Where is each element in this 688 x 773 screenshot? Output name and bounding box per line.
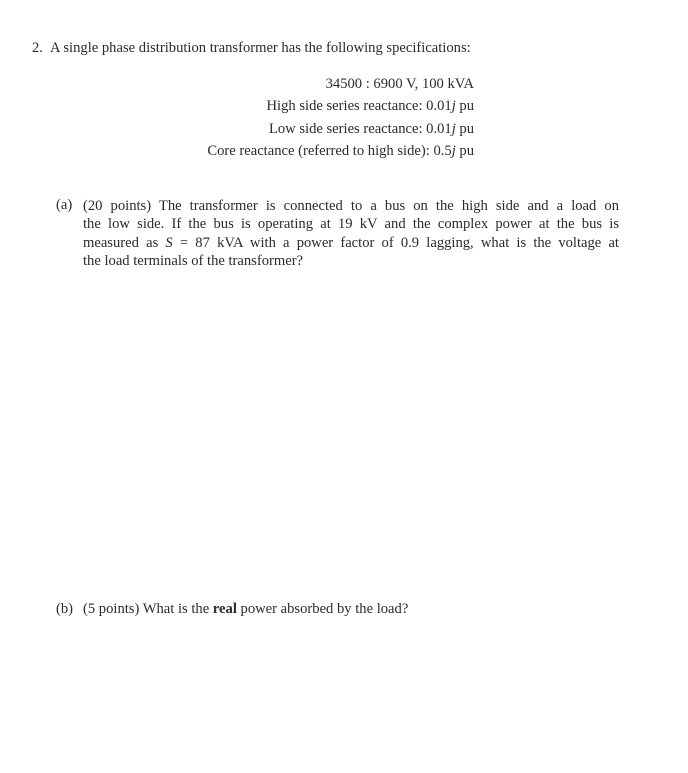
spec-high-side-reactance [267, 98, 475, 115]
spec-high-unit: pu [455, 98, 474, 114]
spec-low-unit: pu [455, 121, 474, 137]
spec-high-label: High side series reactance: 0.01 [266, 98, 452, 114]
part-a-line-2: the low side. If the bus is operating at 19 kV and the complex power at the bus is [83, 216, 619, 233]
spec-core-unit: pu [455, 143, 474, 159]
spec-rating-text: 34500 : 6900 V, 100 kVA [325, 76, 474, 92]
spec-rating [326, 76, 474, 93]
spec-low-j: j [451, 121, 456, 137]
part-a-label: (a) [56, 197, 73, 213]
part-a-var-s: S [165, 234, 173, 251]
part-a-question [83, 197, 619, 271]
part-a-line-3-post: = 87 kVA with a power factor of 0.9 lagging, what is the voltage at [172, 234, 619, 251]
part-b-label: (b) [56, 601, 74, 617]
part-b-question [83, 601, 408, 618]
spec-core-label: Core reactance (referred to high side): 0.5 [207, 143, 452, 159]
part-b-bold: real [212, 601, 237, 617]
spec-low-side-reactance [269, 121, 474, 138]
part-a-line-1: (20 points) The transformer is connected to a bus on the high side and a load on [83, 198, 619, 214]
question-number: 2. [32, 40, 43, 56]
part-b-pre: (5 points) What is the [83, 601, 213, 617]
spec-high-j: j [451, 98, 456, 114]
part-a-line-4: the load terminals of the transformer? [83, 253, 304, 270]
spec-core-j: j [451, 143, 456, 159]
part-a-line-3-pre: measured as [83, 234, 166, 251]
spec-low-label: Low side series reactance: 0.01 [268, 121, 452, 137]
spec-core-reactance [207, 143, 474, 160]
part-b-post: power absorbed by the load? [236, 601, 409, 617]
question-intro: A single phase distribution transformer has the following specifications: [50, 40, 471, 56]
part-a-line-3 [83, 234, 619, 252]
